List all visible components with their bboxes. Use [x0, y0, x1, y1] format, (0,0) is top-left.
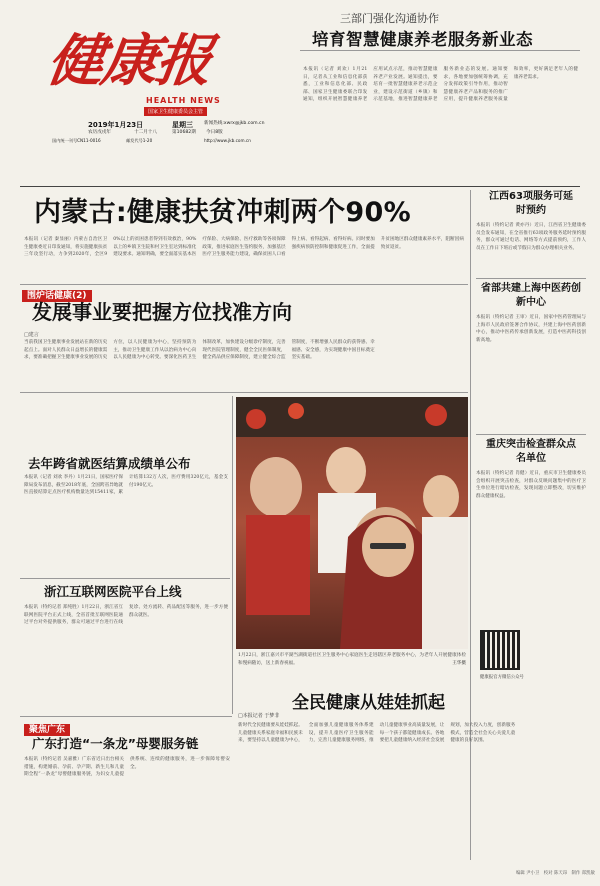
- section-tag-label: 围炉话健康(2): [22, 290, 92, 302]
- footer-proof: 校对 陈天昂: [543, 871, 568, 876]
- feature-body: 当前我国卫生健康事业发展站在新的历史起点上。面对人民群众日益增长的健康需求，要准确把握卫生健康事业发展的历史方位，以人民健康为中心，坚持预防为主，推动卫生健康工作从以治病为中心向以人民健康为中心转变。要深化医药卫生体制改革，加快建设分级诊疗制度，完善现代医院管理制度，健全全民医保制度，健全药品供应保障制度，建立健全综合监管制度，不断增强人民群众的获得感、幸福感、安全感，为实现健康中国目标奠定坚实基础。: [24, 340, 375, 360]
- side-story-body: 本报讯（特约记者 王审）近日，国家中医药管理局与上海市人民政府签署合作协议，共建上海中医药创新中心，推动中医药传承创新发展，打造中医药科技创新高地。: [476, 315, 586, 343]
- guangdong-tag-label: 聚焦广东: [24, 724, 70, 736]
- top-story-headline: 培育智慧健康养老服务新业态: [312, 30, 533, 49]
- post-code: 邮发代号1-20: [126, 138, 153, 143]
- side-story-body: 本报讯（特约记者 肖健）近日，重庆市卫生健康委员会组织开展突击检查，对群众反映问题集中的医疗卫生单位进行暗访检查，发现问题立即整改，切实维护群众健康权益。: [476, 471, 586, 499]
- masthead-sponsor: 国家卫生健康委员会主管: [144, 107, 207, 116]
- masthead-logo: 健康报: [43, 28, 215, 94]
- side-divider: [476, 278, 586, 279]
- masthead: [43, 28, 265, 143]
- top-story-kicker: 三部门强化沟通协作: [340, 12, 439, 25]
- top-divider: [300, 50, 580, 51]
- baby-byline: □本报记者 于梦非: [238, 713, 280, 719]
- footer-editor: 编辑 尹小卫: [516, 871, 540, 876]
- guangdong-body: 本报讯（特约记者 吴嘉雅）广东省近日出台相关措施，构建婚前、孕前、孕产期、新生儿和儿童期全程“一条龙”母婴健康服务链，为妇女儿童提供系统、连续的健康服务，进一步保障母婴安全。: [24, 757, 230, 777]
- qr-code[interactable]: [480, 630, 520, 670]
- top-story-body: 本报讯（记者 刘欢）1月21日，记者从工业和信息化部获悉，工业和信息化部、民政部、国家卫生健康委联合印发通知，组织开展智慧健康养老应用试点示范，推动智慧健康养老产业发展。通知提出，要培育一批智慧健康养老示范企业，建设示范街道（乡镇）和示范基地，推进智慧健康养老服务新业态的发展。通知要求，各地要加强统筹协调，充分发挥政策引导作用，推动智慧健康养老产品和服务的推广应用，提升健康养老服务质量和效率，更好满足老年人的健康养老需求。: [303, 67, 578, 102]
- baby-headline: 全民健康从娃娃抓起: [292, 693, 445, 713]
- news-photo: [236, 397, 468, 649]
- photo-caption: [238, 652, 466, 680]
- photo-credit: 王华摄: [452, 660, 466, 666]
- cn-code: 国内统一刊号CN11-0016: [52, 138, 101, 143]
- lead-body: 本报讯（记者 秦显丽）内蒙古自治区卫生健康委近日印发通知，将实施健康扶贫三年攻坚行动，力争到2020年，全区90%以上的贫困患者得到有效救治，90%以上的乡镇卫生院和村卫生室达到标准化建设要求。通知明确，要全面落实基本医疗保险、大病保险、医疗救助等各项保障政策，推进家庭医生签约服务，加强基层医疗卫生服务能力建设，确保贫困人口看得上病、看得起病、看得好病。同时要加强疾病预防控制和健康促进工作，全面提升贫困地区群众健康素养水平，阻断因病致贫返贫。: [24, 237, 464, 257]
- side-story-headline: 江西63项服务可延时预约: [489, 191, 573, 216]
- issue-date: 2019年1月23日: [88, 121, 144, 129]
- side-story-body: 本报讯（特约记者 黄亦丹）近日，江西省卫生健康委员会发布通知，在全省推行63项政务服务延时预约服务，群众可通过电话、网络等方式提前预约，工作人员在工作日下班后或节假日为群众办理相关业务。: [476, 223, 586, 251]
- lead-headline: 内蒙古:健康扶贫冲刺两个90%: [34, 197, 411, 228]
- side-story: [476, 190, 586, 272]
- guangdong-headline: 广东打造“一条龙”母婴服务链: [32, 736, 199, 751]
- qr-caption: 健康报官方微信公众号: [480, 675, 524, 680]
- feature-divider: [20, 392, 468, 393]
- zhejiang-headline: 浙江互联网医院平台上线: [44, 584, 182, 599]
- lunar-year: 农历戊戌年: [88, 130, 111, 135]
- photo-caption-text: 1月22日，浙江嘉兴市平湖当湖街道社区卫生服务中心家庭医生走进辖区养老服务中心，为老年人开展健康体检和慢病随访，送上新春祝福。: [238, 653, 466, 666]
- website[interactable]: http://www.jkb.com.cn: [204, 138, 251, 143]
- footer-design: 制作 郑凯敏: [571, 871, 595, 876]
- side-story-headline: 省部共建上海中医药创新中心: [481, 283, 581, 308]
- page-count: 今日8版: [206, 130, 223, 135]
- issue-number: 第10682期: [172, 130, 196, 135]
- side-story: [476, 282, 586, 434]
- side-story: [476, 438, 586, 620]
- baby-body: 新时代全民健康要从娃娃抓起。儿童健康关系家庭幸福和民族未来，要坚持以儿童健康为中心，全面加强儿童健康服务体系建设，提升儿童医疗卫生服务能力，完善儿童健康服务网络，推动儿童健康事业高质量发展，让每一个孩子都能健康成长。各地要把儿童健康纳入经济社会发展规划，加大投入力度，创新服务模式，营造全社会关心关爱儿童健康的良好氛围。: [238, 723, 516, 743]
- side-divider: [476, 434, 586, 435]
- zhejiang-body: 本报讯（特约记者 郑纯胜）1月22日，浙江省互联网医院平台正式上线，全省首批互联网医院通过平台对外提供服务，群众可通过平台进行在线复诊、处方流转、药品配送等服务，进一步方便群众就医。: [24, 605, 228, 625]
- feature-byline: □建言: [24, 332, 39, 338]
- issue-weekday: 星期三: [172, 121, 193, 129]
- masthead-rule: [20, 186, 580, 187]
- hotline: 新闻热线:xwrx@jkb.com.cn: [204, 121, 265, 126]
- settlement-body: 本报讯（记者 刘欢 李丹）1月21日，国家医疗保障局发布消息，截至2018年底，全国跨省异地就医直接结算定点医疗机构数量达到15411家，累计结算132万人次，医疗费用320亿元，基金支付190亿元。: [24, 475, 228, 495]
- photo-left-rule: [232, 396, 233, 714]
- feature-headline: 发展事业要把握方位找准方向: [32, 300, 292, 324]
- left-divider: [20, 578, 230, 579]
- footer-credits: [516, 870, 595, 876]
- settlement-headline: 去年跨省就医结算成绩单公布: [28, 456, 191, 471]
- masthead-english: HEALTH NEWS: [146, 96, 221, 105]
- side-story-headline: 重庆突击检查群众点名单位: [486, 439, 576, 464]
- qr-block: [480, 630, 584, 680]
- lunar-day: 十二月十八: [134, 130, 157, 135]
